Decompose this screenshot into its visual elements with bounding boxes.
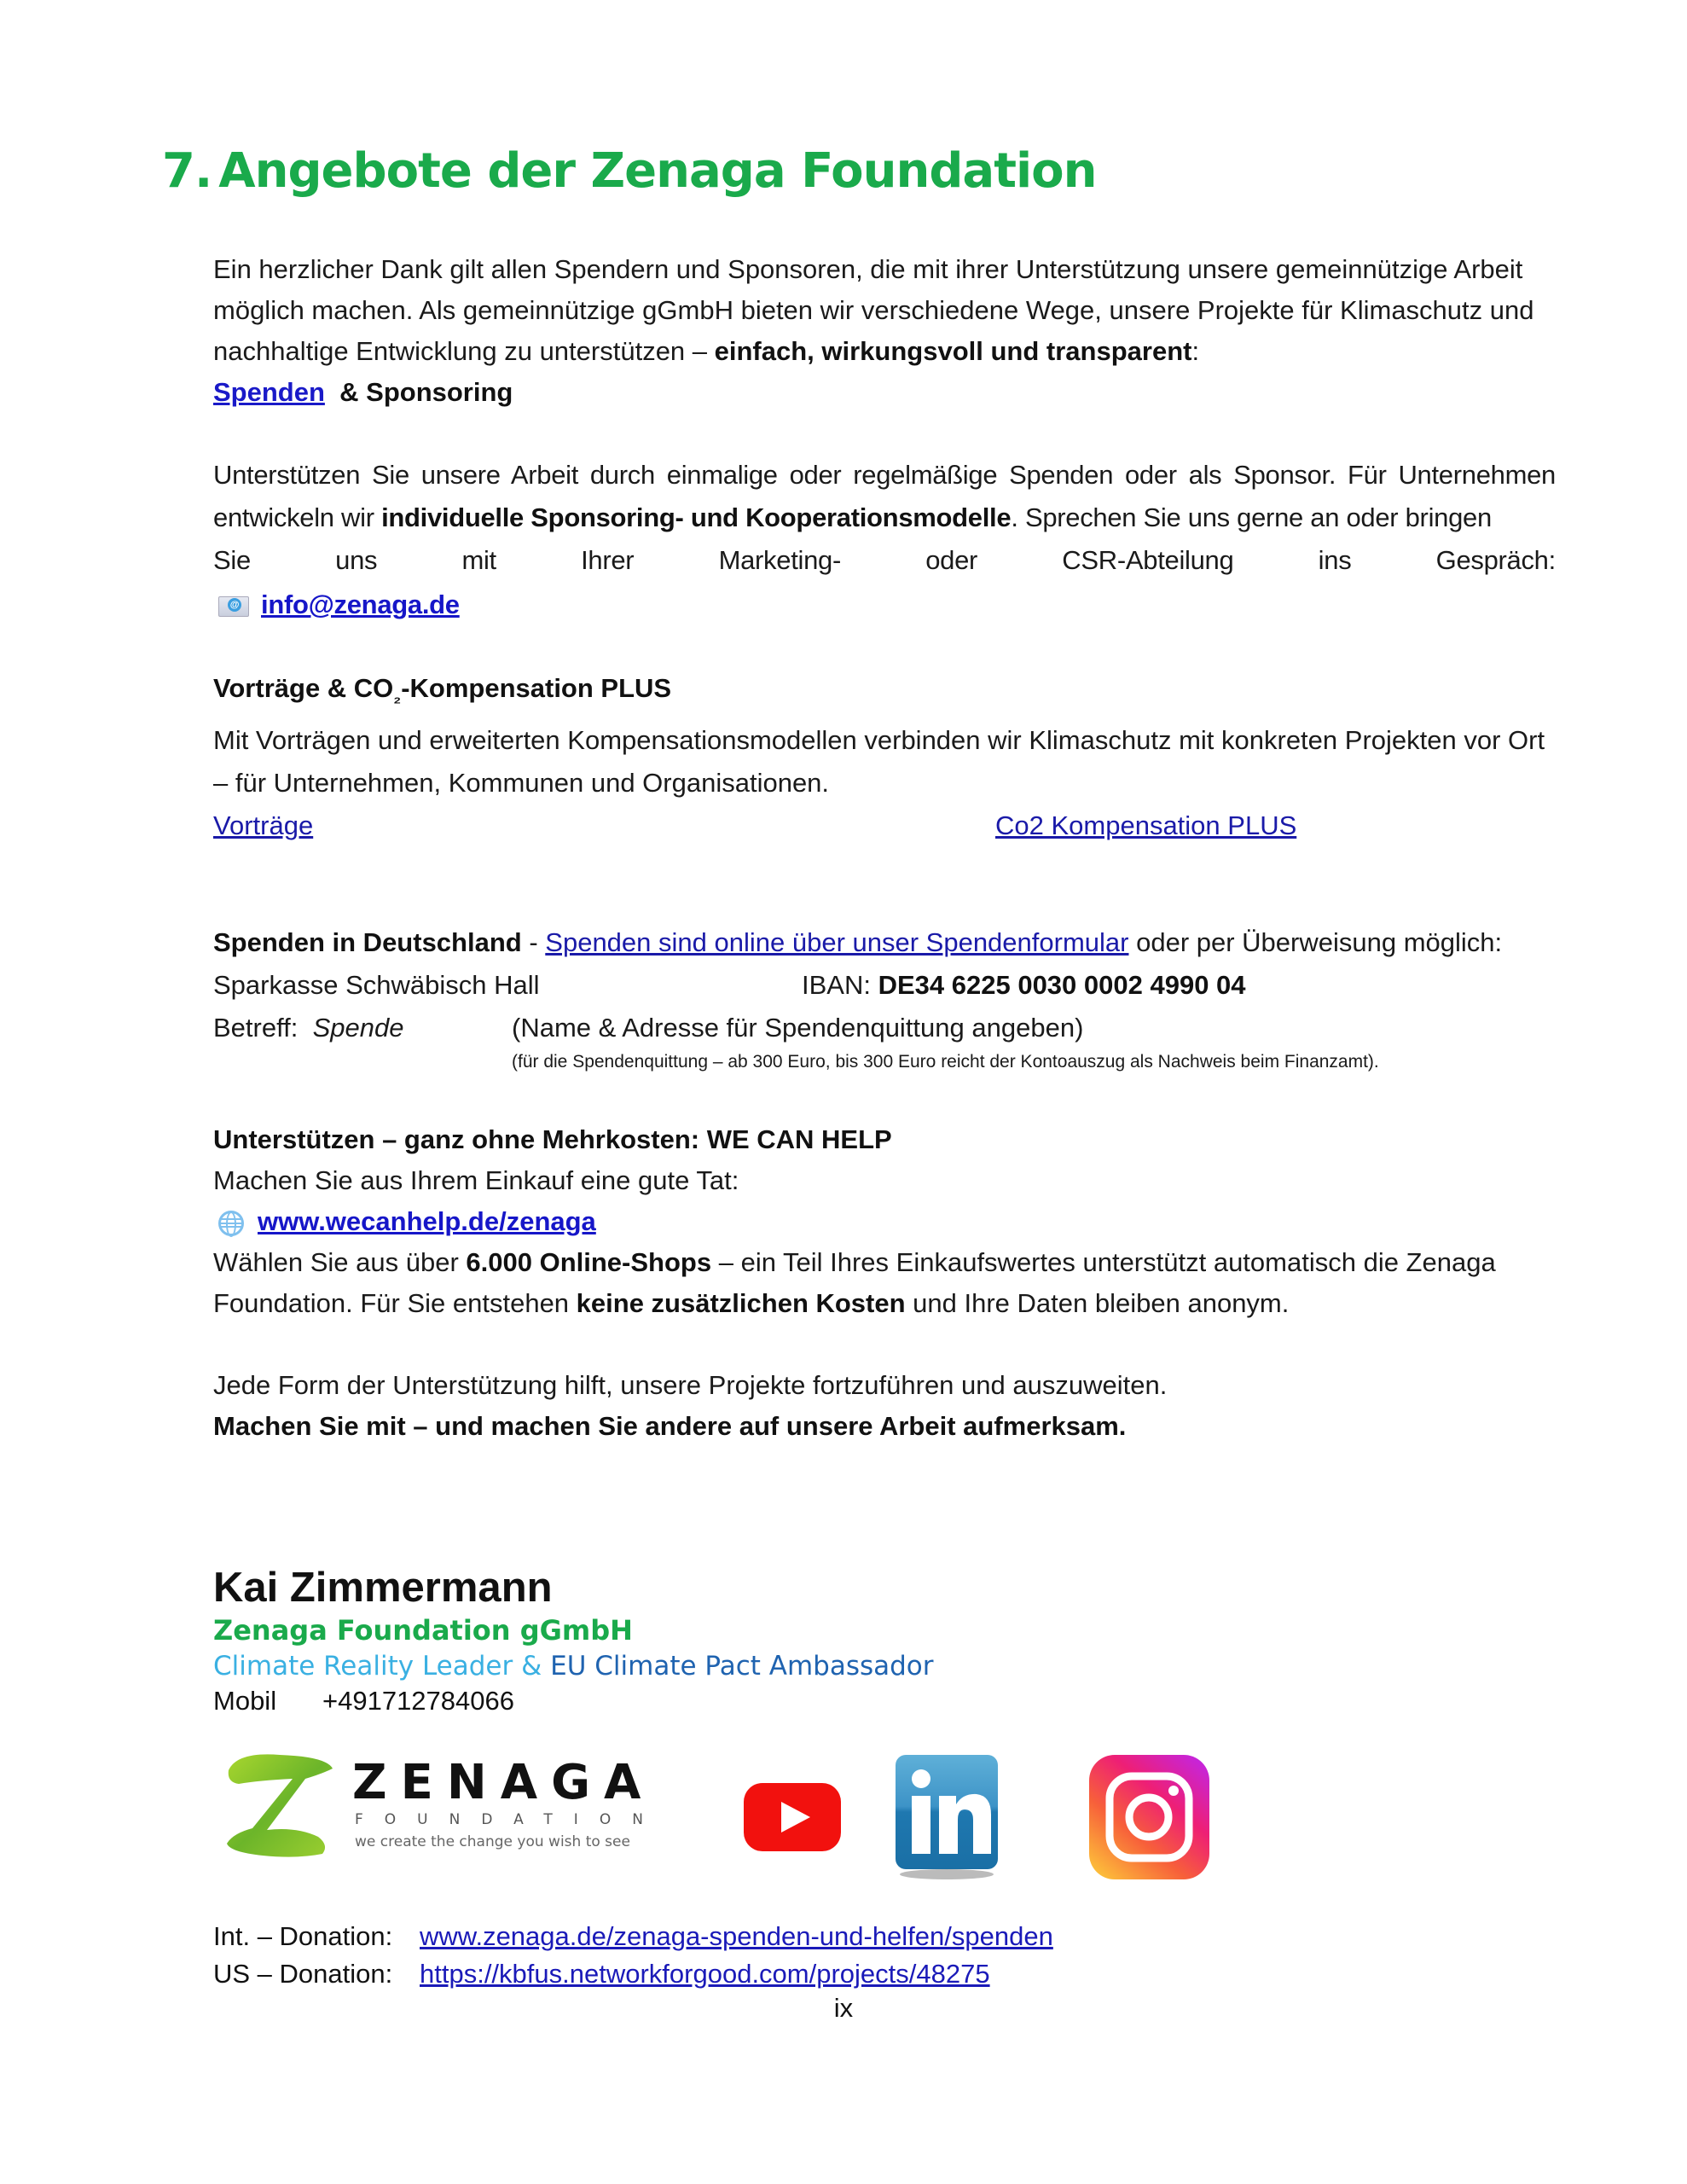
word: ins	[1318, 545, 1352, 575]
sponsoring-justified-line	[213, 539, 1556, 582]
logo-subline: FOUNDATION	[355, 1811, 664, 1828]
betreff-note: (Name & Adresse für Spendenquittung angeben)	[512, 1013, 1084, 1043]
co2-kompensation-link[interactable]: Co2 Kompensation PLUS	[995, 810, 1297, 841]
intro-suffix: :	[1191, 336, 1200, 366]
closing-line2: Machen Sie mit – und machen Sie andere auf unsere Arbeit aufmerksam.	[213, 1411, 1127, 1441]
wecanhelp-section	[213, 1119, 1556, 1324]
envelope-icon	[218, 596, 249, 617]
role-part1: Climate Reality Leader &	[213, 1651, 551, 1682]
word: mit	[461, 545, 496, 575]
email-link[interactable]: info@zenaga.de	[261, 590, 460, 619]
dash: -	[521, 927, 546, 957]
section-heading	[162, 143, 1097, 199]
signature-phone	[213, 1684, 934, 1718]
instagram-icon[interactable]	[1087, 1753, 1211, 1885]
donation-links	[213, 1918, 1053, 1993]
sponsoring-text-1: Unterstützen Sie unsere Arbeit durch einmalige oder regelmäßige Spenden oder als Sponsor. Für Unternehmen entwickeln wir	[213, 460, 1556, 532]
wecanhelp-text-1: Wählen Sie aus über	[213, 1247, 467, 1277]
signature-org: Zenaga Foundation gGmbH	[213, 1614, 633, 1647]
vortraege-section	[213, 667, 1556, 847]
betreff-value: Spende	[312, 1013, 404, 1043]
sponsoring-label: & Sponsoring	[339, 377, 513, 407]
spenden-link[interactable]: Spenden	[213, 377, 325, 407]
word: CSR-Abteilung	[1062, 545, 1234, 575]
co2-subscript: ₂	[393, 688, 402, 708]
youtube-icon[interactable]	[742, 1781, 843, 1857]
spenden-deutschland-section	[213, 921, 1556, 1075]
section-title: Angebote der Zenaga Foundation	[218, 143, 1097, 199]
wecanhelp-line1: Machen Sie aus Ihrem Einkauf eine gute Tat:	[213, 1165, 739, 1195]
sponsoring-paragraph	[213, 454, 1556, 626]
zenaga-logo	[220, 1745, 664, 1864]
word: Marketing-	[718, 545, 841, 575]
word: oder	[925, 545, 978, 575]
closing-line1: Jede Form der Unterstützung hilft, unsere Projekte fortzuführen und auszuweiten.	[213, 1370, 1168, 1400]
page-number: ix	[833, 1993, 854, 2023]
wecanhelp-bold-1: 6.000 Online-Shops	[466, 1247, 712, 1277]
spendenquittung-note: (für die Spendenquittung – ab 300 Euro, bis 300 Euro reicht der Kontoauszug als Nachweis beim Finanzamt).	[512, 1052, 1379, 1072]
intro-paragraph	[213, 249, 1556, 413]
us-donation-link[interactable]: https://kbfus.networkforgood.com/projects/48275	[420, 1959, 990, 1989]
wecanhelp-text-3: und Ihre Daten bleiben anonym.	[905, 1288, 1290, 1318]
betreff-label: Betreff:	[213, 1013, 299, 1043]
sponsoring-bold: individuelle Sponsoring- und Kooperationsmodelle	[381, 502, 1012, 532]
int-donation-link[interactable]: www.zenaga.de/zenaga-spenden-und-helfen/spenden	[420, 1921, 1053, 1951]
sponsoring-text-2: . Sprechen Sie uns gerne an oder bringen	[1011, 502, 1492, 532]
donation-row	[213, 1918, 1053, 1955]
wecanhelp-heading: Unterstützen – ganz ohne Mehrkosten: WE CAN HELP	[213, 1124, 892, 1154]
intro-text: Ein herzlicher Dank gilt allen Spendern und Sponsoren, die mit ihrer Unterstützung unsere gemeinnützige Arbeit möglich machen. Als gemeinnützige gGmbH bieten wir verschiedene Wege, unsere Projekte für Klimaschutz und nachhaltige Entwicklung zu unterstützen –	[213, 254, 1534, 366]
iban-label: IBAN:	[802, 970, 878, 1000]
closing-section	[213, 1365, 1556, 1447]
wecanhelp-bold-2: keine zusätzlichen Kosten	[576, 1288, 906, 1318]
signature-block	[213, 1563, 934, 1718]
word: Sie	[213, 545, 251, 575]
phone-label: Mobil	[213, 1686, 277, 1716]
signature-name: Kai Zimmermann	[213, 1565, 553, 1611]
donation-row	[213, 1955, 1053, 1993]
spenden-de-text: oder per Überweisung möglich:	[1128, 927, 1503, 957]
vortraege-link[interactable]: Vorträge	[213, 810, 314, 841]
word: Ihrer	[581, 545, 635, 575]
linkedin-icon[interactable]	[891, 1753, 1002, 1885]
word: Gespräch:	[1435, 545, 1556, 575]
bank-name: Sparkasse Schwäbisch Hall	[213, 970, 540, 1000]
zenaga-z-icon	[220, 1745, 348, 1864]
role-part2: EU Climate Pact Ambassador	[550, 1651, 934, 1682]
wecanhelp-link[interactable]: www.wecanhelp.de/zenaga	[258, 1206, 596, 1236]
signature-role	[213, 1648, 934, 1684]
intro-bold: einfach, wirkungsvoll und transparent	[714, 336, 1192, 366]
donation-label: Int. – Donation:	[213, 1921, 393, 1951]
section-number: 7.	[162, 143, 212, 199]
logo-wordmark: ZENAGA	[352, 1755, 655, 1810]
vortraege-text: Mit Vorträgen und erweiterten Kompensationsmodellen verbinden wir Klimaschutz mit konkreten Projekten vor Ort – für Unternehmen, Kommunen und Organisationen.	[213, 725, 1545, 799]
vortraege-heading-suffix: -Kompensation PLUS	[401, 673, 672, 703]
iban-value: DE34 6225 0030 0002 4990 04	[878, 970, 1246, 1000]
logo-tagline: we create the change you wish to see	[355, 1833, 630, 1850]
word: uns	[335, 545, 378, 575]
phone-number: +491712784066	[322, 1686, 514, 1716]
vortraege-heading	[213, 667, 1556, 719]
donation-label: US – Donation:	[213, 1959, 393, 1989]
globe-icon	[218, 1211, 244, 1236]
spenden-de-heading: Spenden in Deutschland	[213, 927, 522, 957]
spendenformular-link[interactable]: Spenden sind online über unser Spendenformular	[545, 927, 1129, 957]
wecanhelp-text-2: – ein Teil Ihres Einkaufswertes unterstützt automatisch die Zenaga Foundation. Für Sie entstehen	[213, 1247, 1496, 1318]
vortraege-heading-prefix: Vorträge & CO	[213, 673, 394, 703]
